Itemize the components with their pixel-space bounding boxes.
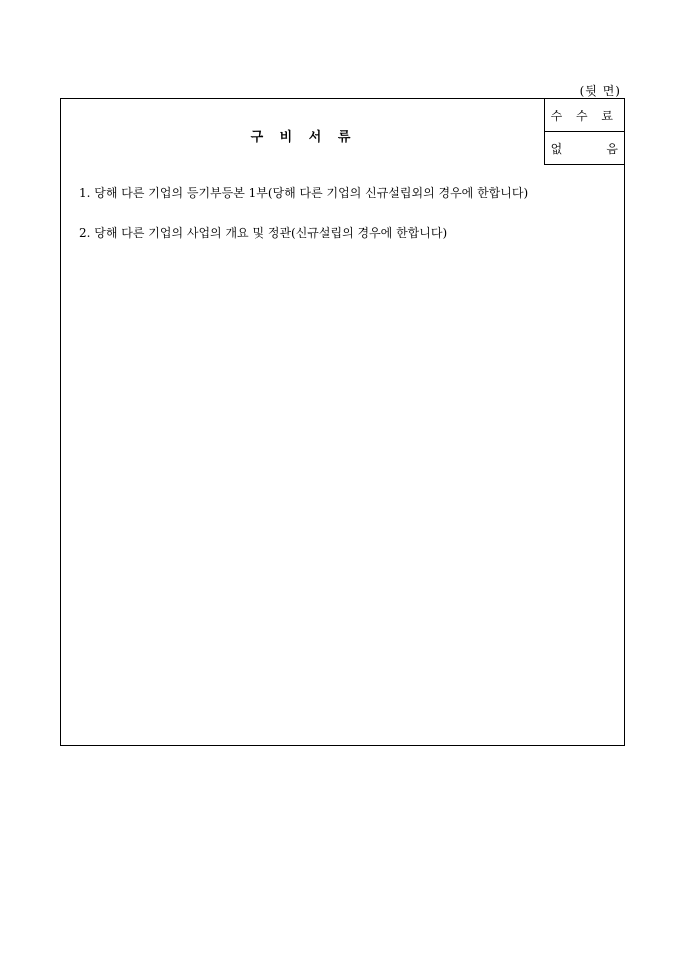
requirement-item: 1. 당해 다른 기업의 등기부등본 1부(당해 다른 기업의 신규설립외의 경우에 한합니다) [79,186,529,200]
fee-value-right: 음 [606,141,618,156]
page-side-label: (뒷 면) [579,84,621,98]
fee-value-cell [544,132,624,165]
requirement-item: 2. 당해 다른 기업의 사업의 개요 및 정관(신규설립의 경우에 한합니다) [79,226,448,240]
form-title: 구 비 서 류 [250,130,357,145]
fee-table [544,98,625,165]
fee-value [551,140,618,157]
required-documents-box [60,98,625,746]
fee-header: 수 수 료 [544,99,624,132]
fee-value-left: 없 [550,141,563,156]
requirement-list [79,186,528,266]
